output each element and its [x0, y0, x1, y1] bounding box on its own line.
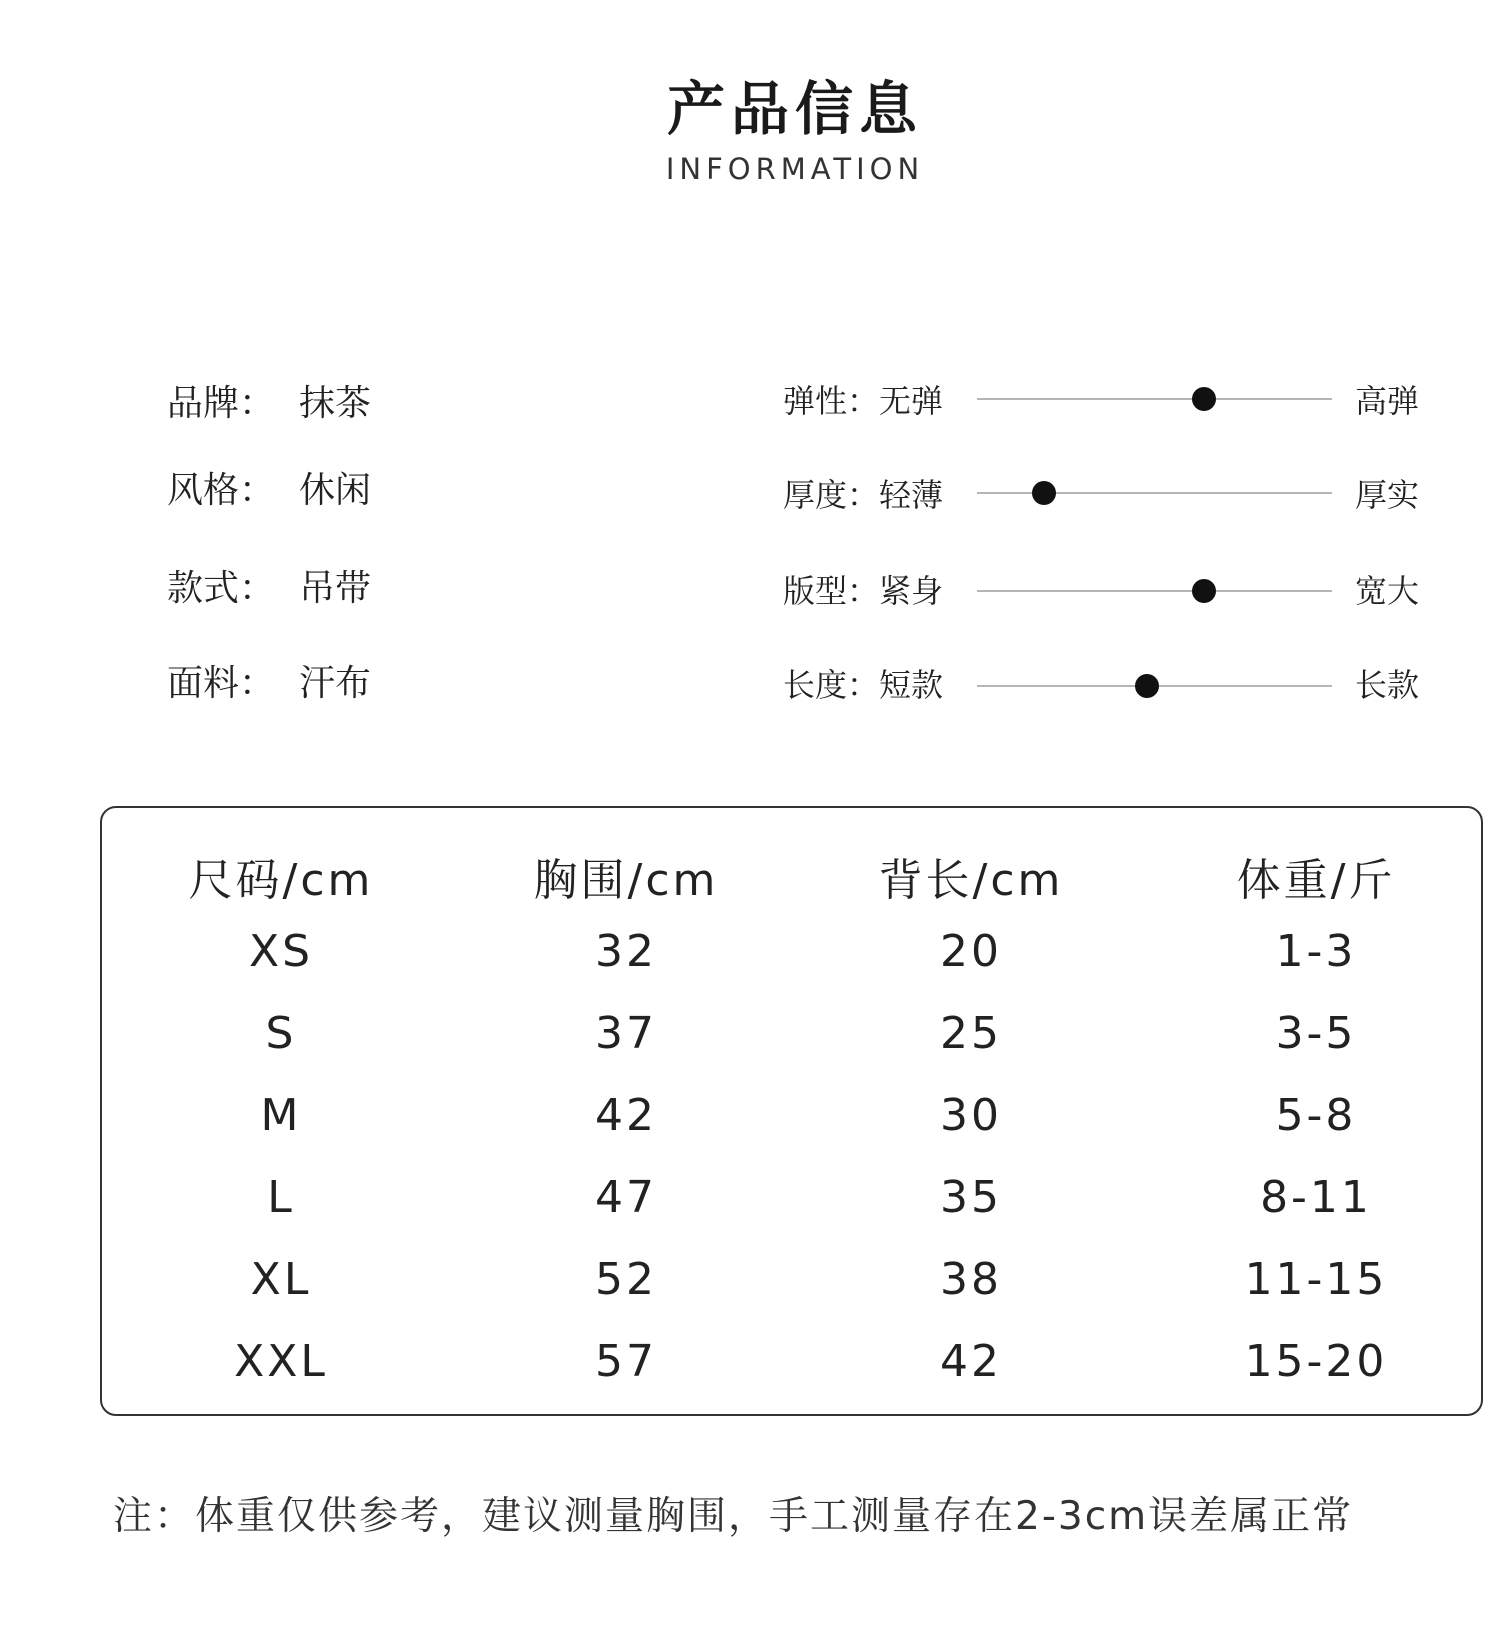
scale-fit-right-label: 宽大 [1355, 572, 1420, 610]
attribute-type [167, 560, 371, 611]
table-cell: S [265, 1008, 297, 1059]
scale-thickness-track [977, 492, 1332, 494]
scale-length-track [977, 685, 1332, 687]
table-cell: 20 [940, 926, 1002, 977]
table-cell: XXL [234, 1336, 328, 1387]
table-cell: 32 [595, 926, 657, 977]
table-cell: 42 [595, 1090, 657, 1141]
table-cell: 1-3 [1275, 926, 1357, 977]
attribute-value: 抹茶 [299, 383, 372, 424]
table-cell: 15-20 [1244, 1336, 1388, 1387]
scale-fit-dot [1192, 579, 1216, 603]
table-cell: XS [248, 926, 314, 977]
attribute-value: 吊带 [299, 568, 372, 609]
table-header-cell: 尺码/cm [188, 855, 374, 906]
attribute-fabric [167, 655, 371, 706]
scale-elasticity-label: 弹性：无弹 [783, 382, 944, 420]
attribute-value: 汗布 [299, 663, 372, 704]
table-cell: 30 [940, 1090, 1002, 1141]
page-title: 产品信息 [666, 75, 923, 143]
table-cell: 38 [940, 1254, 1002, 1305]
attribute-value: 休闲 [299, 470, 372, 511]
table-header-cell: 胸围/cm [533, 855, 719, 906]
scale-length-label: 长度：短款 [783, 666, 944, 704]
scale-fit-track [977, 590, 1332, 592]
scale-thickness-right-label: 厚实 [1355, 476, 1420, 514]
scale-elasticity-dot [1192, 387, 1216, 411]
table-cell: 57 [595, 1336, 657, 1387]
table-cell: 25 [940, 1008, 1002, 1059]
table-cell: XL [250, 1254, 312, 1305]
scale-length-right-label: 长款 [1355, 666, 1420, 704]
size-table [100, 806, 1483, 1416]
table-cell: 3-5 [1275, 1008, 1357, 1059]
attribute-key: 款式： [167, 568, 276, 609]
table-cell: L [267, 1172, 295, 1223]
table-header-cell: 体重/斤 [1236, 855, 1396, 906]
table-cell: M [260, 1090, 302, 1141]
table-cell: 52 [595, 1254, 657, 1305]
scale-elasticity-right-label: 高弹 [1355, 382, 1420, 420]
table-cell: 35 [940, 1172, 1002, 1223]
footnote: 注：体重仅供参考，建议测量胸围，手工测量存在2-3cm误差属正常 [113, 1494, 1354, 1539]
table-cell: 8-11 [1260, 1172, 1372, 1223]
attribute-style [167, 462, 371, 513]
table-cell: 47 [595, 1172, 657, 1223]
scale-thickness-label: 厚度：轻薄 [783, 476, 944, 514]
scale-fit-label: 版型：紧身 [783, 572, 944, 610]
attribute-brand [167, 375, 371, 426]
scale-thickness-dot [1032, 481, 1056, 505]
table-cell: 37 [595, 1008, 657, 1059]
table-cell: 42 [940, 1336, 1002, 1387]
attribute-key: 风格： [167, 470, 276, 511]
scale-length-dot [1135, 674, 1159, 698]
attribute-key: 品牌： [167, 383, 276, 424]
table-header-cell: 背长/cm [878, 855, 1064, 906]
attribute-key: 面料： [167, 663, 276, 704]
table-cell: 11-15 [1244, 1254, 1388, 1305]
table-cell: 5-8 [1275, 1090, 1357, 1141]
scale-elasticity-track [977, 398, 1332, 400]
page-subtitle: INFORMATION [665, 152, 925, 186]
